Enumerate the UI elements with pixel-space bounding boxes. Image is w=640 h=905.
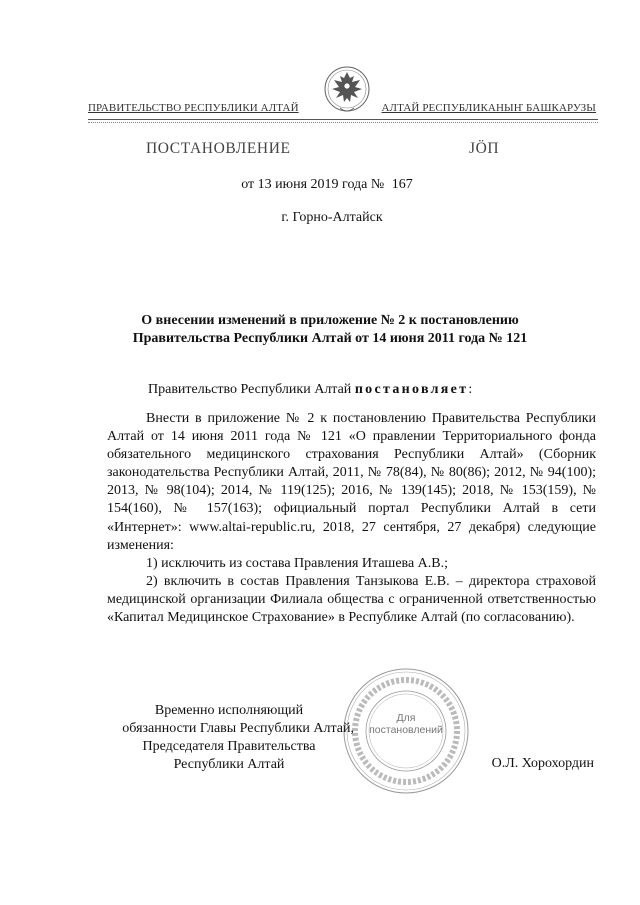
- document-body: [107, 410, 596, 627]
- document-date: от 13 июня 2019 года №: [241, 177, 385, 192]
- signature-line-1: Временно исполняющий: [154, 703, 304, 718]
- body-main-paragraph: Внести в приложение № 2 к постановлению Правительства Республики Алтай от 14 июня 2011 года № 121 «О правлении Территориального фонда обязательного медицинского страхования Республики Алтай» (Сборник законодательства Республики Алтай, 2011, № 78(84), № 80(86); 2012, № 94(100); 2013, № 98(104); 2014, № 119(125); 2016, № 139(145); 2018, № 153(159), № 154(160), № 157(163); официальный портал Республики Алтай в сети «Интернет»: www.altai-republic.ru, 2018, 27 сентября, 27 декабря) следующие изменения:: [107, 411, 596, 553]
- stamp-center-text: [364, 712, 448, 736]
- org-name-altai: АЛТАЙ РЕСПУБЛИКАНЫҤ БАШКАРУЗЫ: [381, 102, 596, 114]
- header-divider: [88, 119, 598, 120]
- preamble-emphasis: постановляет: [354, 382, 469, 397]
- document-type-russian: ПОСТАНОВЛЕНИЕ: [146, 140, 291, 157]
- body-item-1: 1) исключить из состава Правления Иташева А.В.;: [146, 555, 449, 571]
- signature-line-3: Председателя Правительства: [142, 739, 316, 754]
- document-title: [60, 312, 600, 348]
- org-header: [88, 102, 596, 116]
- document-city: г. Горно-Алтайск: [281, 210, 383, 225]
- preamble-suffix: :: [468, 382, 473, 397]
- document-title-line2: Правительства Республики Алтай от 14 июня 2011 года № 121: [132, 331, 528, 346]
- signature-block: [104, 702, 354, 774]
- stamp-center-line1: Для: [396, 712, 416, 724]
- signature-line-4: Республики Алтай: [173, 757, 285, 772]
- preamble-text: Правительство Республики Алтай: [148, 382, 352, 397]
- signatory-name: О.Л. Хорохордин: [491, 756, 594, 771]
- header-divider-dotted: [88, 122, 598, 123]
- org-name-russian: ПРАВИТЕЛЬСТВО РЕСПУБЛИКИ АЛТАЙ: [88, 102, 299, 114]
- preamble: [148, 382, 472, 398]
- body-item-2: 2) включить в состав Правления Танзыкова Е.В. – директора страховой медицинской организации Филиала общества с ограниченной ответственностью «Капитал Медицинское Страхование» в Республике Алтай (по согласованию).: [107, 573, 596, 626]
- document-number: 167: [391, 177, 413, 192]
- document-date-line: [0, 177, 640, 193]
- signature-line-2: обязанности Главы Республики Алтай,: [122, 721, 354, 736]
- stamp-center-line2: постановлений: [369, 724, 443, 736]
- document-city-line: [0, 210, 640, 226]
- document-type-altai: ЈӦП: [469, 140, 500, 157]
- document-title-line1: О внесении изменений в приложение № 2 к постановлению: [141, 313, 519, 328]
